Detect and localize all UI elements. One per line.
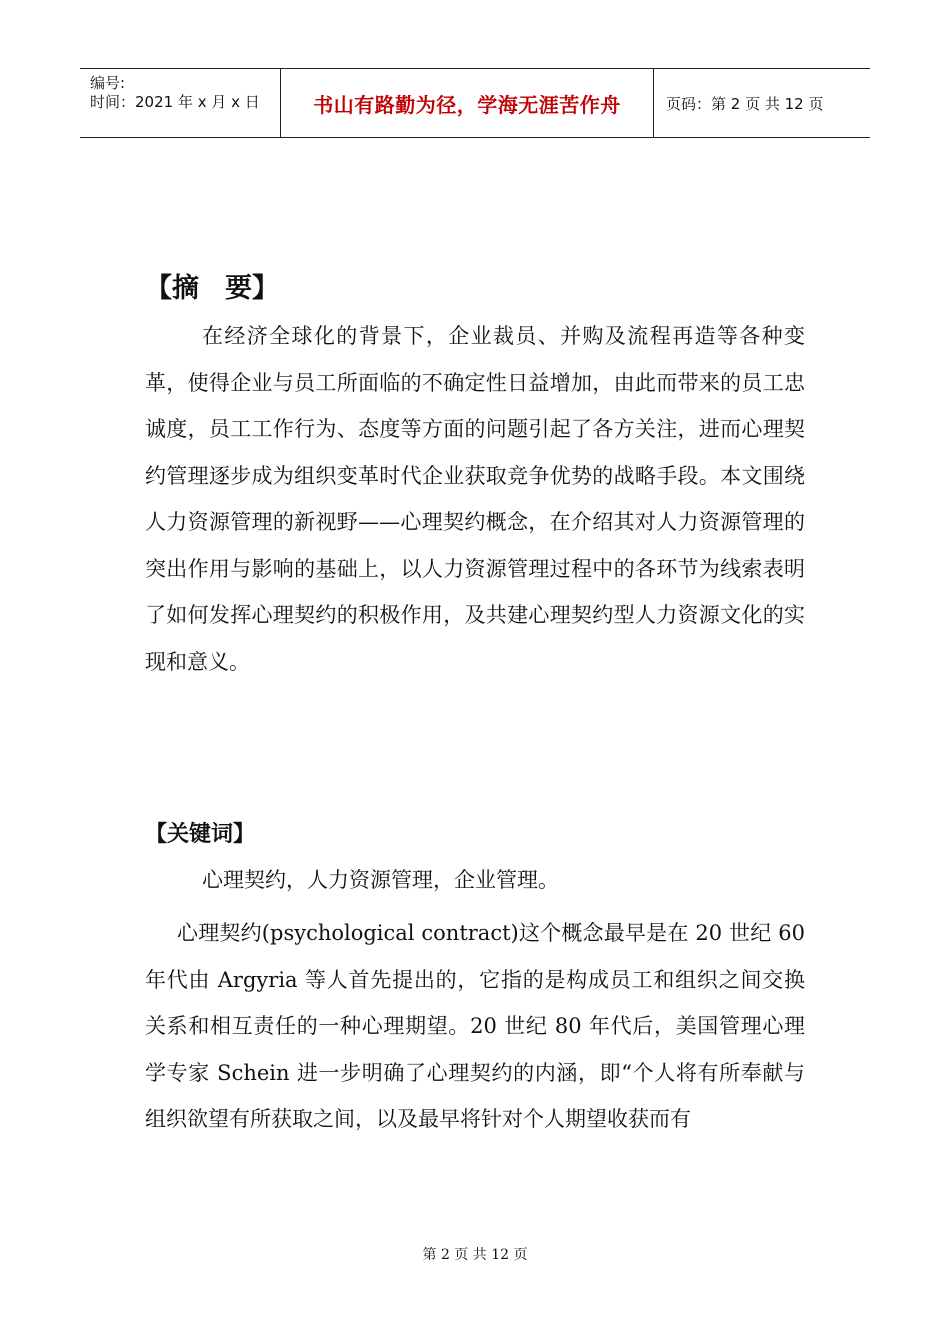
abstract-paragraph: 在经济全球化的背景下，企业裁员、并购及流程再造等各种变革，使得企业与员工所面临的不确定性日益增加，由此而带来的员工忠诚度，员工工作行为、态度等方面的问题引起了各方关注，进而心理契约管理逐步成为组织变革时代企业获取竞争优势的战略手段。本文围绕人力资源管理的新视野——心理契约概念，在介绍其对人力资源管理的突出作用与影响的基础上，以人力资源管理过程中的各环节为线索表明了如何发挥心理契约的积极作用，及共建心理契约型人力资源文化的实现和意义。 bbox=[145, 324, 805, 674]
document-date-label: 时间：2021 年 x 月 x 日 bbox=[90, 93, 260, 111]
document-number-label: 编号: bbox=[90, 74, 126, 92]
abstract-heading-left: 【摘 bbox=[145, 273, 199, 304]
document-header bbox=[80, 68, 870, 138]
header-page-cell bbox=[654, 69, 870, 137]
body-paragraph: 心理契约(psychological contract)这个概念最早是在 20 世纪 60 年代由 Argyria 等人首先提出的，它指的是构成员工和组织之间交换关系和相互责任的一种心理期望。20 世纪 80 年代后，美国管理心理学专家 Schein 进一步明确了心理契约的内涵，即“个人将有所奉献与组织欲望有所获取之间，以及最早将针对个人期望收获而有 bbox=[145, 921, 805, 1131]
header-page-label: 页码：第 2 页 共 12 页 bbox=[666, 94, 824, 113]
abstract-heading bbox=[145, 266, 279, 305]
header-motto-cell bbox=[281, 69, 654, 137]
header-motto: 书山有路勤为径，学海无涯苦作舟 bbox=[313, 92, 621, 117]
keywords-text: 心理契约，人力资源管理，企业管理。 bbox=[202, 868, 559, 892]
page-footer: 第 2 页 共 12 页 bbox=[422, 1247, 528, 1263]
abstract-heading-right: 要】 bbox=[225, 273, 279, 304]
header-meta-cell bbox=[80, 69, 281, 137]
keywords-heading: 【关键词】 bbox=[145, 822, 256, 847]
